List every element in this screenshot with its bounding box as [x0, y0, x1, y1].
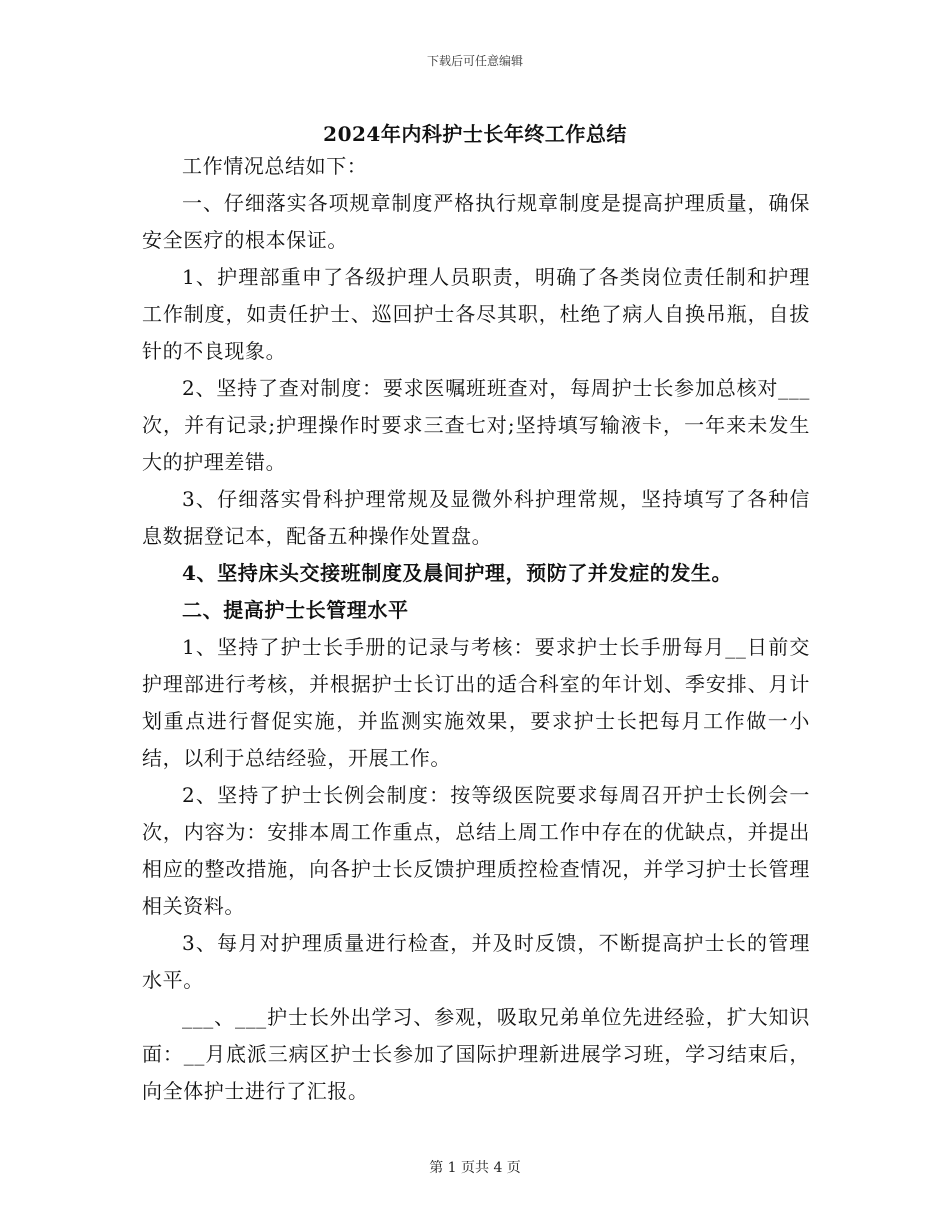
- paragraph: ___、___护士长外出学习、参观，吸取兄弟单位先进经验，扩大知识面：__月底派三病区护士长参加了国际护理新进展学习班，学习结束后，向全体护士进行了汇报。: [142, 1005, 810, 1103]
- paragraph: 1、坚持了护士长手册的记录与考核：要求护士长手册每月__日前交护理部进行考核，并根据护士长订出的适合科室的年计划、季安排、月计划重点进行督促实施，并监测实施效果，要求护士长把每月工作做一小结，以利于总结经验，开展工作。: [142, 635, 810, 770]
- section-heading: 二、提高护士长管理水平: [182, 598, 409, 622]
- paragraph-bold: 4、坚持床头交接班制度及晨间护理，预防了并发症的发生。: [182, 561, 733, 585]
- page-footer: 第 1 页共 4 页: [429, 1160, 521, 1176]
- paragraph: 1、护理部重申了各级护理人员职责，明确了各类岗位责任制和护理工作制度，如责任护士、巡回护士各尽其职，杜绝了病人自换吊瓶，自拔针的不良现象。: [142, 265, 810, 363]
- paragraph: 一、仔细落实各项规章制度严格执行规章制度是提高护理质量，确保安全医疗的根本保证。: [142, 191, 810, 252]
- paragraph: 2、坚持了护士长例会制度：按等级医院要求每周召开护士长例会一次，内容为：安排本周工作重点，总结上周工作中存在的优缺点，并提出相应的整改措施，向各护士长反馈护理质控检查情况，并学习护士长管理相关资料。: [142, 783, 810, 918]
- paragraph: 2、坚持了查对制度：要求医嘱班班查对，每周护士长参加总核对___次，并有记录;护理操作时要求三查七对;坚持填写输液卡，一年来未发生大的护理差错。: [142, 376, 810, 474]
- paragraph: 3、仔细落实骨科护理常规及显微外科护理常规，坚持填写了各种信息数据登记本，配备五种操作处置盘。: [142, 487, 810, 548]
- document-title: 2024年内科护士长年终工作总结: [323, 122, 627, 146]
- paragraph: 3、每月对护理质量进行检查，并及时反馈，不断提高护士长的管理水平。: [142, 931, 810, 992]
- document-body: [142, 148, 810, 1110]
- paragraph: 工作情况总结如下：: [182, 154, 368, 178]
- header-note: 下载后可任意编辑: [426, 54, 523, 68]
